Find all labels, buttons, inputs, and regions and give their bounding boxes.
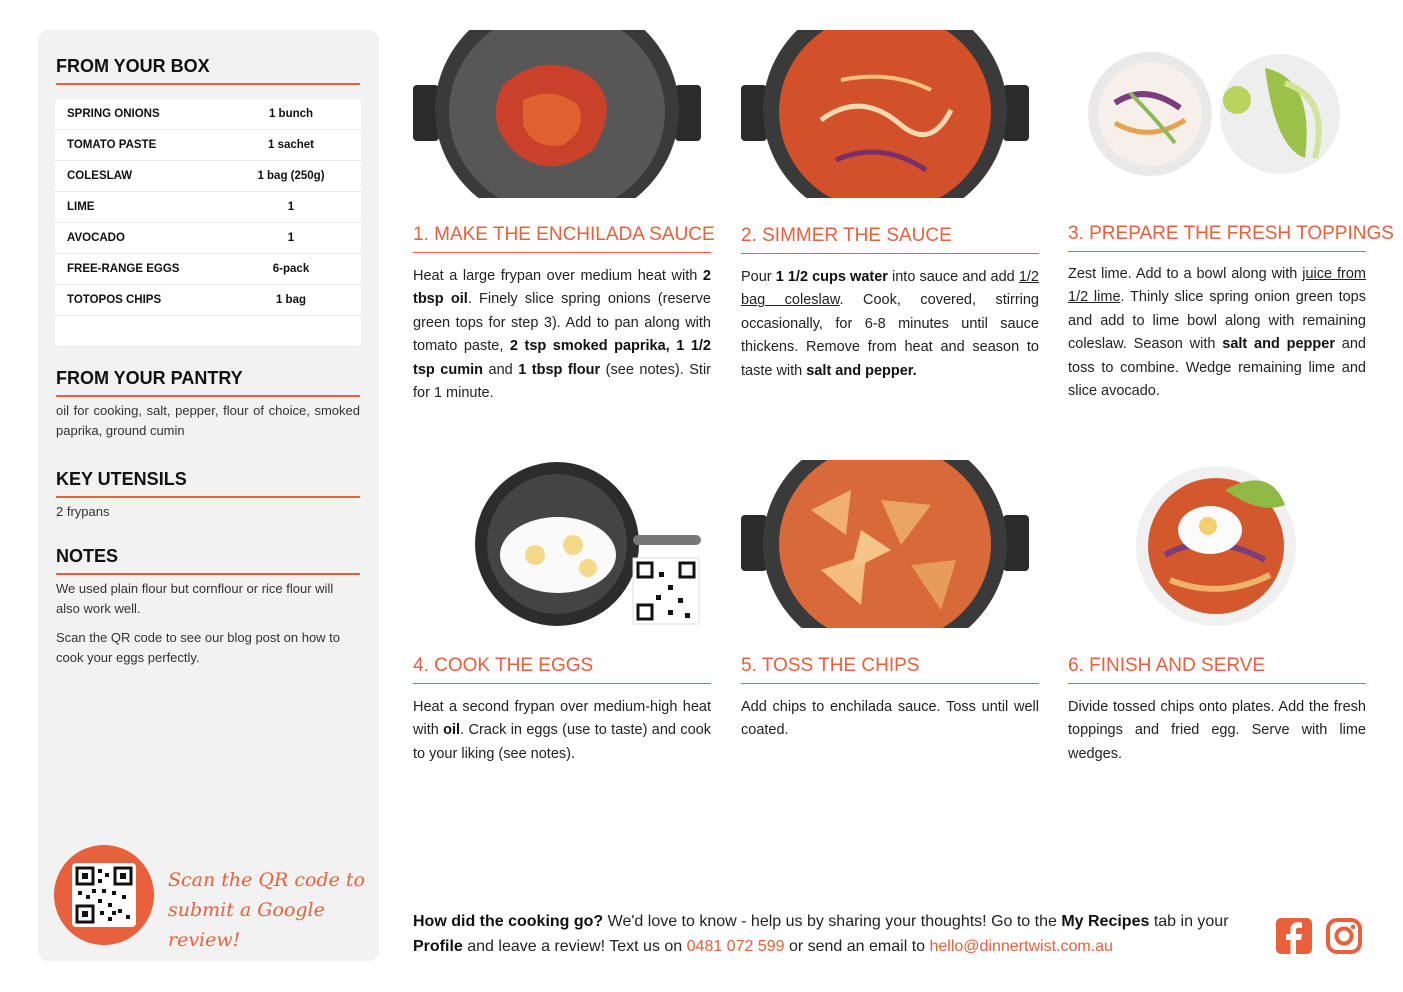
review-line-1: Scan the QR code to	[168, 869, 365, 891]
ingredient-qty: 1	[287, 232, 295, 244]
qr-code-icon	[72, 863, 136, 927]
step-5-title: 5. TOSS THE CHIPS	[741, 655, 1039, 684]
step-5-photo	[741, 460, 1029, 628]
ingredient-name: FREE-RANGE EGGS	[67, 263, 180, 275]
box-ingredients-table	[55, 99, 361, 345]
ingredient-qty: 1 bag	[275, 294, 307, 306]
step-6-photo	[1130, 460, 1305, 628]
facebook-icon[interactable]	[1275, 917, 1313, 955]
step-2-text: Pour 1 1/2 cups water into sauce and add 1/2 bag coleslaw. Cook, covered, stirring occasionally, for 6-8 minutes until sauce thickens. Remove from heat and season to taste with salt and pepper.	[741, 269, 1039, 379]
table-row	[55, 161, 361, 192]
table-row	[55, 254, 361, 285]
note-flour: We used plain flour but cornflour or rice flour will also work well.	[56, 581, 334, 616]
step-2-photo	[741, 30, 1029, 198]
ingredient-qty: 1 bag (250g)	[257, 170, 325, 182]
email-link[interactable]: hello@dinnertwist.com.au	[929, 938, 1113, 955]
phone-link[interactable]: 0481 072 599	[686, 938, 785, 955]
ingredient-name: TOTOPOS CHIPS	[67, 294, 162, 306]
ingredient-name: SPRING ONIONS	[67, 108, 160, 120]
table-row	[55, 223, 361, 254]
feedback-footer: How did the cooking go? We'd love to know - help us by sharing your thoughts! Go to the My Recipes tab in your Profile and leave a review! Text us on 0481 072 599 or send an email to hello@dinnertwist.com.au	[413, 913, 1229, 955]
pantry-heading: FROM YOUR PANTRY	[56, 368, 360, 397]
step-6-title: 6. FINISH AND SERVE	[1068, 655, 1366, 684]
review-line-2: submit a Google review!	[168, 899, 325, 951]
instagram-icon[interactable]	[1325, 917, 1363, 955]
ingredients-sidebar	[38, 30, 379, 961]
table-row	[55, 285, 361, 316]
ingredient-name: TOMATO PASTE	[67, 139, 157, 151]
ingredient-name: LIME	[67, 201, 95, 213]
ingredient-qty: 1 bunch	[268, 108, 314, 120]
notes-heading: NOTES	[56, 546, 360, 575]
step-1-photo	[413, 30, 701, 198]
table-row	[55, 130, 361, 161]
review-qr-badge[interactable]	[54, 845, 154, 945]
step-6-text: Divide tossed chips onto plates. Add the fresh toppings and fried egg. Serve with lime wedges.	[1068, 699, 1366, 762]
utensils-text: 2 frypans	[56, 504, 110, 519]
step-5-text: Add chips to enchilada sauce. Toss until well coated.	[741, 699, 1039, 739]
note-qr: Scan the QR code to see our blog post on how to cook your eggs perfectly.	[56, 630, 341, 665]
step-3-text: Zest lime. Add to a bowl along with juice from 1/2 lime. Thinly slice spring onion green tops and add to lime bowl along with remaining coleslaw. Season with salt and pepper and toss to combine. Wedge remaining lime and slice avocado.	[1068, 266, 1366, 400]
step-4-photo	[473, 460, 701, 628]
table-row	[55, 192, 361, 223]
box-heading: FROM YOUR BOX	[56, 56, 360, 85]
utensils-heading: KEY UTENSILS	[56, 469, 360, 498]
pantry-text: oil for cooking, salt, pepper, flour of choice, smoked paprika, ground cumin	[56, 403, 360, 438]
table-row	[55, 99, 361, 130]
step-3-photo	[1085, 48, 1345, 182]
step-1-title: 1. MAKE THE ENCHILADA SAUCE	[413, 224, 711, 253]
step-1-text: Heat a large frypan over medium heat with 2 tbsp oil. Finely slice spring onions (reserve green tops for step 3). Add to pan along with tomato paste, 2 tsp smoked paprika, 1 1/2 tsp cumin and 1 tbsp flour (see notes). Stir for 1 minute.	[413, 268, 712, 402]
ingredient-qty: 1 sachet	[267, 139, 315, 151]
ingredient-name: COLESLAW	[67, 170, 133, 182]
review-prompt	[168, 865, 368, 955]
step-3-title: 3. PREPARE THE FRESH TOPPINGS	[1068, 223, 1366, 252]
step-4-text: Heat a second frypan over medium-high heat with oil. Crack in eggs (use to taste) and cook to your liking (see notes).	[413, 699, 711, 762]
ingredient-qty: 6-pack	[272, 263, 310, 275]
step-4-title: 4. COOK THE EGGS	[413, 655, 711, 684]
step-2-title: 2. SIMMER THE SAUCE	[741, 225, 1039, 254]
ingredient-qty: 1	[287, 201, 295, 213]
ingredient-name: AVOCADO	[67, 232, 125, 244]
